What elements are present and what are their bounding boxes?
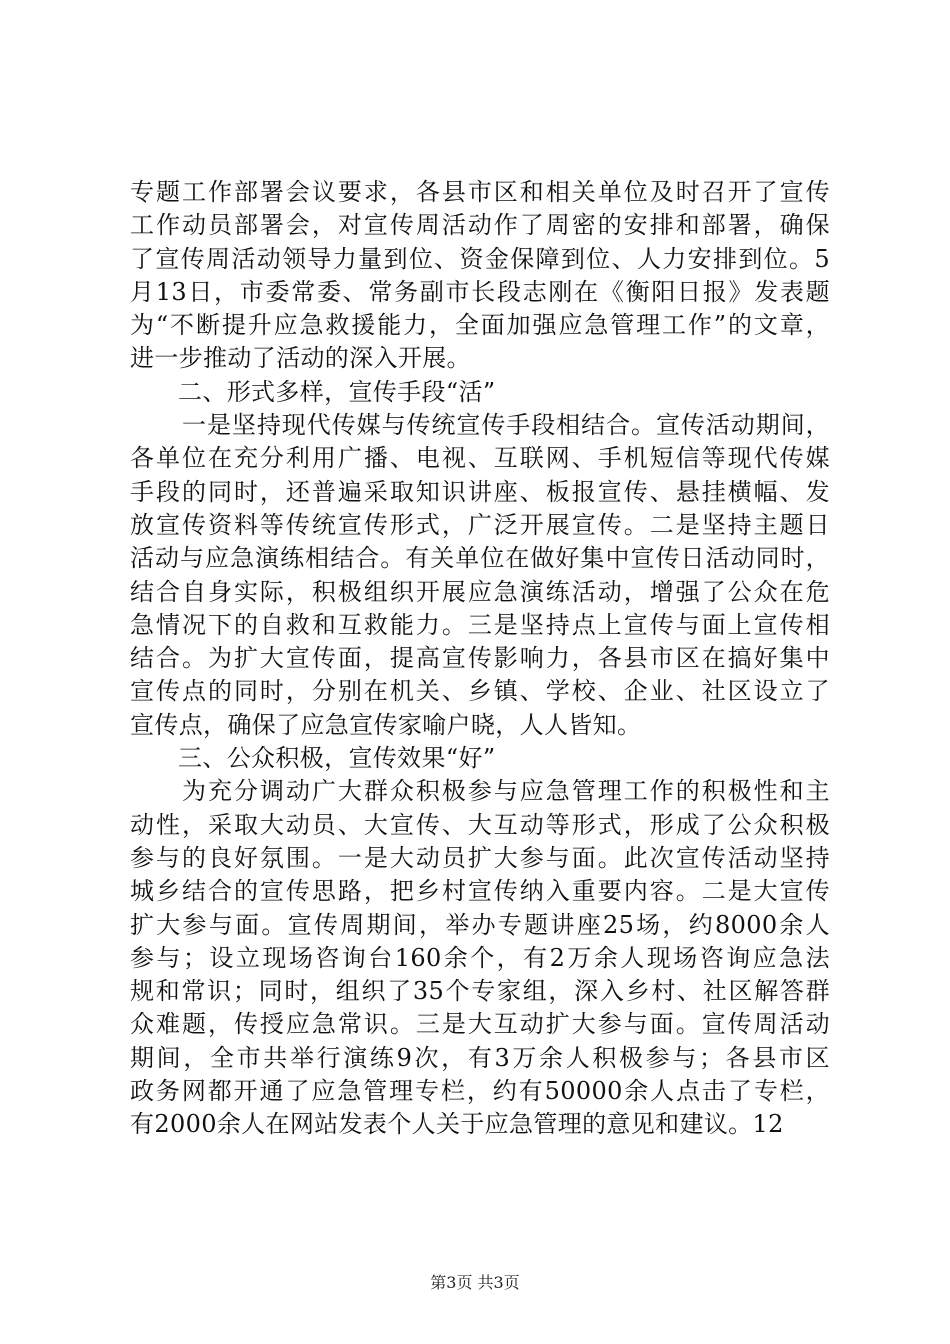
text-line: 进一步推动了活动的深入开展。	[130, 344, 471, 373]
text-line: 一是坚持现代传媒与传统宣传手段相结合。宣传活动期间，	[182, 411, 830, 440]
text-line: 城乡结合的宣传思路，把乡村宣传纳入重要内容。二是大宣传	[130, 877, 830, 906]
text-line: 为充分调动广大群众积极参与应急管理工作的积极性和主	[182, 777, 830, 806]
text-line: 动性，采取大动员、大宣传、大互动等形式，形成了公众积极	[130, 810, 830, 839]
text-line: 手段的同时，还普遍采取知识讲座、板报宣传、悬挂横幅、发	[130, 477, 830, 506]
text-line: 扩大参与面。宣传周期间，举办专题讲座25场，约8000余人	[130, 910, 830, 939]
section-heading: 三、公众积极，宣传效果“好”	[178, 744, 496, 773]
text-line: 参与；设立现场咨询台160余个，有2万余人现场咨询应急法	[130, 943, 830, 972]
text-line: 参与的良好氛围。一是大动员扩大参与面。此次宣传活动坚持	[130, 843, 830, 872]
text-line: 工作动员部署会，对宣传周活动作了周密的安排和部署，确保	[130, 211, 830, 240]
text-line: 期间，全市共举行演练9次，有3万余人积极参与；各县市区	[130, 1043, 830, 1072]
text-line: 为“不断提升应急救援能力，全面加强应急管理工作”的文章，	[130, 311, 830, 340]
text-line: 了宣传周活动领导力量到位、资金保障到位、人力安排到位。5	[130, 244, 830, 273]
text-line: 众难题，传授应急常识。三是大互动扩大参与面。宣传周活动	[130, 1010, 830, 1039]
text-line: 各单位在充分利用广播、电视、互联网、手机短信等现代传媒	[130, 444, 830, 473]
text-line: 结合。为扩大宣传面，提高宣传影响力，各县市区在搞好集中	[130, 644, 830, 673]
text-line: 专题工作部署会议要求，各县市区和相关单位及时召开了宣传	[130, 178, 830, 206]
text-line: 活动与应急演练相结合。有关单位在做好集中宣传日活动同时，	[130, 544, 830, 573]
text-line: 月13日，市委常委、常务副市长段志刚在《衡阳日报》发表题	[130, 277, 830, 306]
text-line: 有2000余人在网站发表个人关于应急管理的意见和建议。12	[130, 1110, 784, 1139]
text-line: 宣传点，确保了应急宣传家喻户晓，人人皆知。	[130, 710, 642, 739]
text-line: 政务网都开通了应急管理专栏，约有50000余人点击了专栏，	[130, 1077, 830, 1106]
body-text	[130, 176, 830, 1142]
text-line: 规和常识；同时，组织了35个专家组，深入乡村、社区解答群	[130, 977, 830, 1006]
text-line: 结合自身实际，积极组织开展应急演练活动，增强了公众在危	[130, 577, 830, 606]
text-line: 急情况下的自救和互救能力。三是坚持点上宣传与面上宣传相	[130, 610, 830, 639]
page-number-footer: 第3页 共3页	[430, 1273, 520, 1292]
text-line: 放宣传资料等传统宣传形式，广泛开展宣传。二是坚持主题日	[130, 510, 830, 539]
section-heading: 二、形式多样，宣传手段“活”	[178, 377, 496, 406]
text-line: 宣传点的同时，分别在机关、乡镇、学校、企业、社区设立了	[130, 677, 830, 706]
